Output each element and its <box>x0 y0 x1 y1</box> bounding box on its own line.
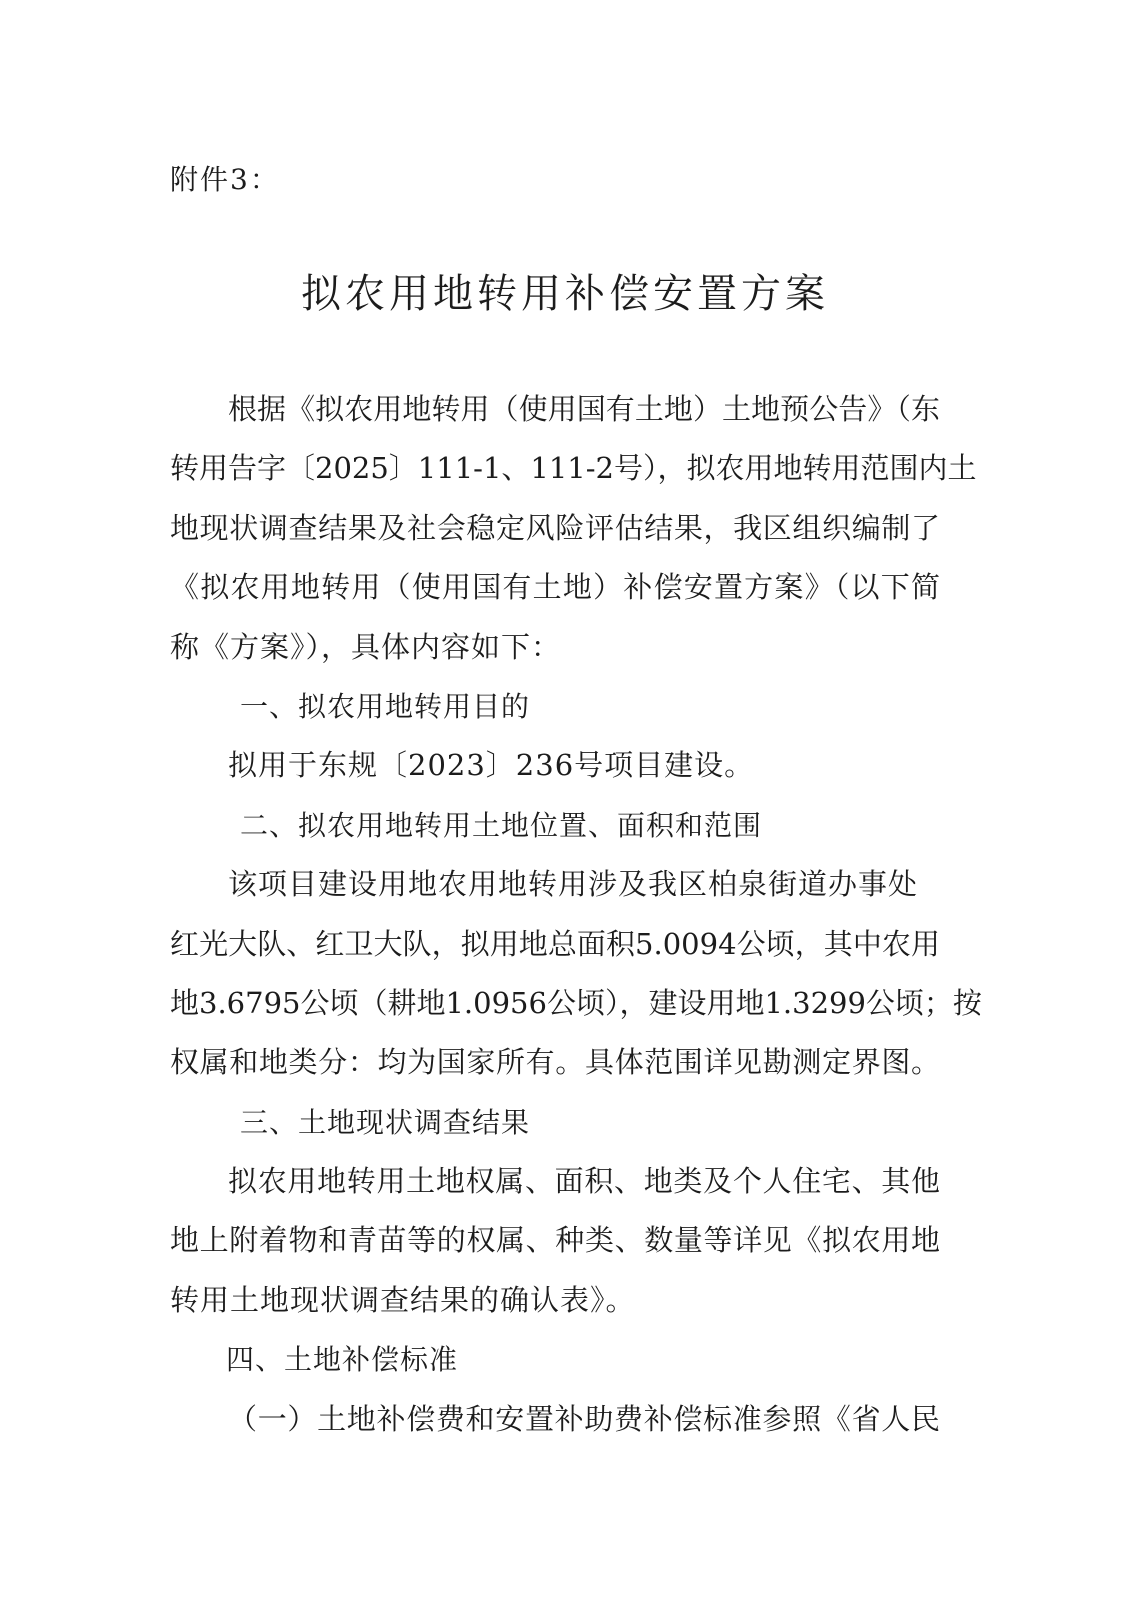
section1-line-1: 拟用于东规〔2023〕236号项目建设。 <box>228 748 755 783</box>
section2-line-4: 权属和地类分：均为国家所有。具体范围详见勘测定界图。 <box>170 1045 940 1080</box>
intro-line-5: 称《方案》），具体内容如下： <box>170 629 562 664</box>
section-heading-compensation: 四、土地补偿标准 <box>226 1343 459 1377</box>
intro-line-1: 根据《拟农用地转用（使用国有土地）土地预公告》（东 <box>228 392 940 426</box>
document-body <box>170 380 982 1449</box>
document-title: 拟农用地转用补偿安置方案 <box>301 271 829 317</box>
section2-line-2: 红光大队、红卫大队，拟用地总面积5.0094公顷，其中农用 <box>170 926 940 961</box>
section-heading-location: 二、拟农用地转用土地位置、面积和范围 <box>240 808 763 842</box>
section-heading-survey: 三、土地现状调查结果 <box>240 1105 531 1139</box>
section4-line-1: （一）土地补偿费和安置补助费补偿标准参照《省人民 <box>228 1401 940 1436</box>
section2-line-3: 地3.6795公顷（耕地1.0956公顷），建设用地1.3299公顷；按 <box>170 985 982 1020</box>
section3-line-2: 地上附着物和青苗等的权属、种类、数量等详见《拟农用地 <box>170 1223 940 1258</box>
section2-line-1: 该项目建设用地农用地转用涉及我区柏泉街道办事处 <box>228 867 919 902</box>
intro-line-3: 地现状调查结果及社会稳定风险评估结果，我区组织编制了 <box>170 510 940 545</box>
intro-line-4: 《拟农用地转用（使用国有土地）补偿安置方案》（以下简 <box>170 570 940 605</box>
attachment-label: 附件3： <box>170 163 280 196</box>
section-heading-purpose: 一、拟农用地转用目的 <box>240 689 531 723</box>
section3-line-3: 转用土地现状调查结果的确认表》。 <box>170 1282 636 1317</box>
section3-line-1: 拟农用地转用土地权属、面积、地类及个人住宅、其他 <box>228 1164 940 1199</box>
intro-line-2: 转用告字〔2025〕111-1、111-2号），拟农用地转用范围内土 <box>170 451 977 486</box>
